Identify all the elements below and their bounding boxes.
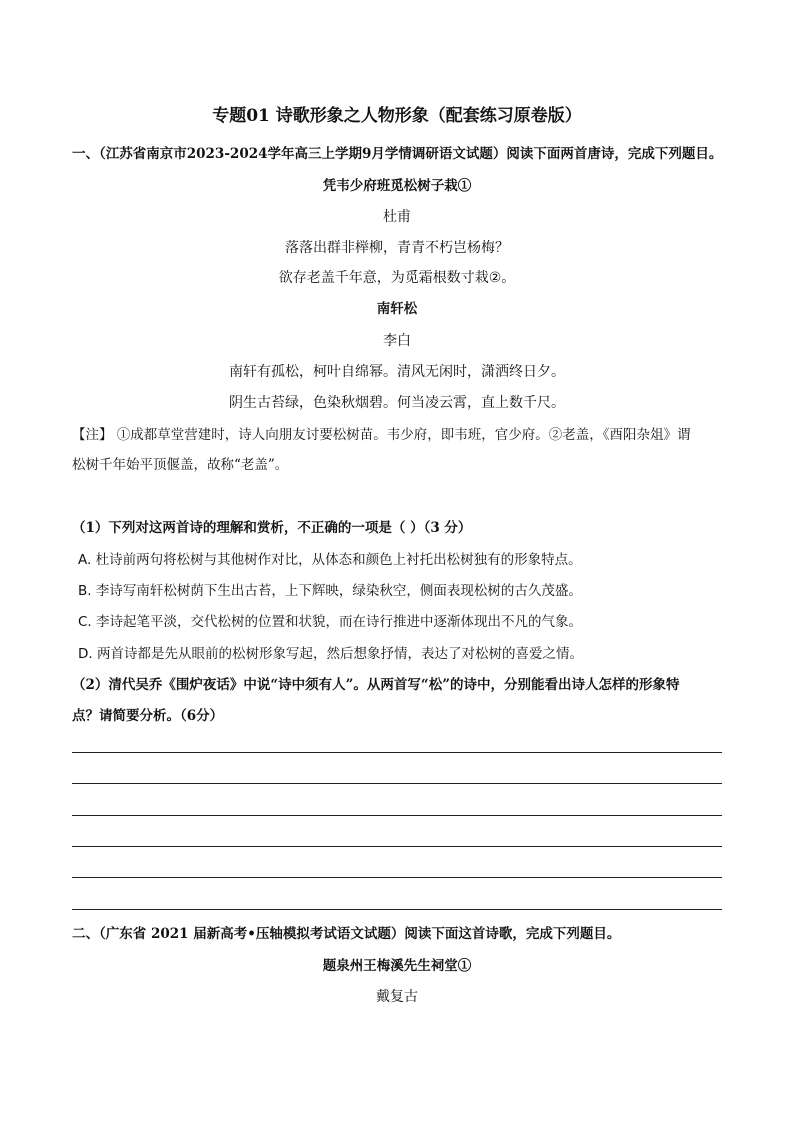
poem2-title: 南轩松 xyxy=(376,301,418,317)
answer-line xyxy=(72,815,722,816)
poem2-author: 李白 xyxy=(383,333,411,349)
note-line-1: 【注】 ①成都草堂营建时，诗人向朋友讨要松树苗。韦少府，即韦班，官少府。②老盖，《酉阳杂俎》谓 xyxy=(72,427,691,443)
poem1-title: 凭韦少府班觅松树子栽① xyxy=(322,178,472,194)
section1-header: 一、（江苏省南京市2023-2024学年高三上学期9月学情调研语文试题）阅读下面两首唐诗，完成下列题目。 xyxy=(72,146,723,162)
question-1-stem: （1）下列对这两首诗的理解和赏析，不正确的一项是（ ）（3 分） xyxy=(72,520,472,536)
answer-line xyxy=(72,752,722,753)
poem1-line-1: 落落出群非榉柳，青青不朽岂杨梅？ xyxy=(285,240,509,256)
question-1-option-d: D. 两首诗都是先从眼前的松树形象写起，然后想象抒情，表达了对松树的喜爱之情。 xyxy=(78,646,583,662)
answer-line xyxy=(72,783,722,784)
question-2-line-1: （2）清代吴乔《围炉夜话》中说“诗中须有人”。从两首写“松”的诗中，分别能看出诗人怎样的形象特 xyxy=(72,677,680,693)
page-title: 专题01 诗歌形象之人物形象（配套练习原卷版） xyxy=(212,106,582,126)
poem1-author: 杜甫 xyxy=(383,209,411,225)
answer-line xyxy=(72,909,722,910)
section2-poem-title: 题泉州王梅溪先生祠堂① xyxy=(322,958,472,974)
note-line-2: 松树千年始平顶偃盖，故称“老盖”。 xyxy=(72,457,289,473)
section2-poem-author: 戴复古 xyxy=(376,989,418,1005)
question-1-option-b: B. 李诗写南轩松树荫下生出古苔，上下辉映，绿染秋空，侧面表现松树的古久茂盛。 xyxy=(78,583,582,599)
question-1-option-c: C. 李诗起笔平淡，交代松树的位置和状貌，而在诗行推进中逐渐体现出不凡的气象。 xyxy=(78,614,583,630)
question-1-option-a: A. 杜诗前两句将松树与其他树作对比，从体态和颜色上衬托出松树独有的形象特点。 xyxy=(78,552,582,568)
section2-header: 二、（广东省 2021 届新高考•压轴模拟考试语文试题）阅读下面这首诗歌，完成下列题目。 xyxy=(72,926,621,942)
poem2-line-1: 南轩有孤松，柯叶自绵幂。清风无闲时，潇洒终日夕。 xyxy=(229,364,565,380)
question-2-line-2: 点？请简要分析。（6分） xyxy=(72,708,224,724)
answer-line xyxy=(72,846,722,847)
poem2-line-2: 阴生古苔绿，色染秋烟碧。何当凌云霄，直上数千尺。 xyxy=(229,395,565,411)
answer-line xyxy=(72,877,722,878)
poem1-line-2: 欲存老盖千年意，为觅霜根数寸栽②。 xyxy=(278,270,516,286)
